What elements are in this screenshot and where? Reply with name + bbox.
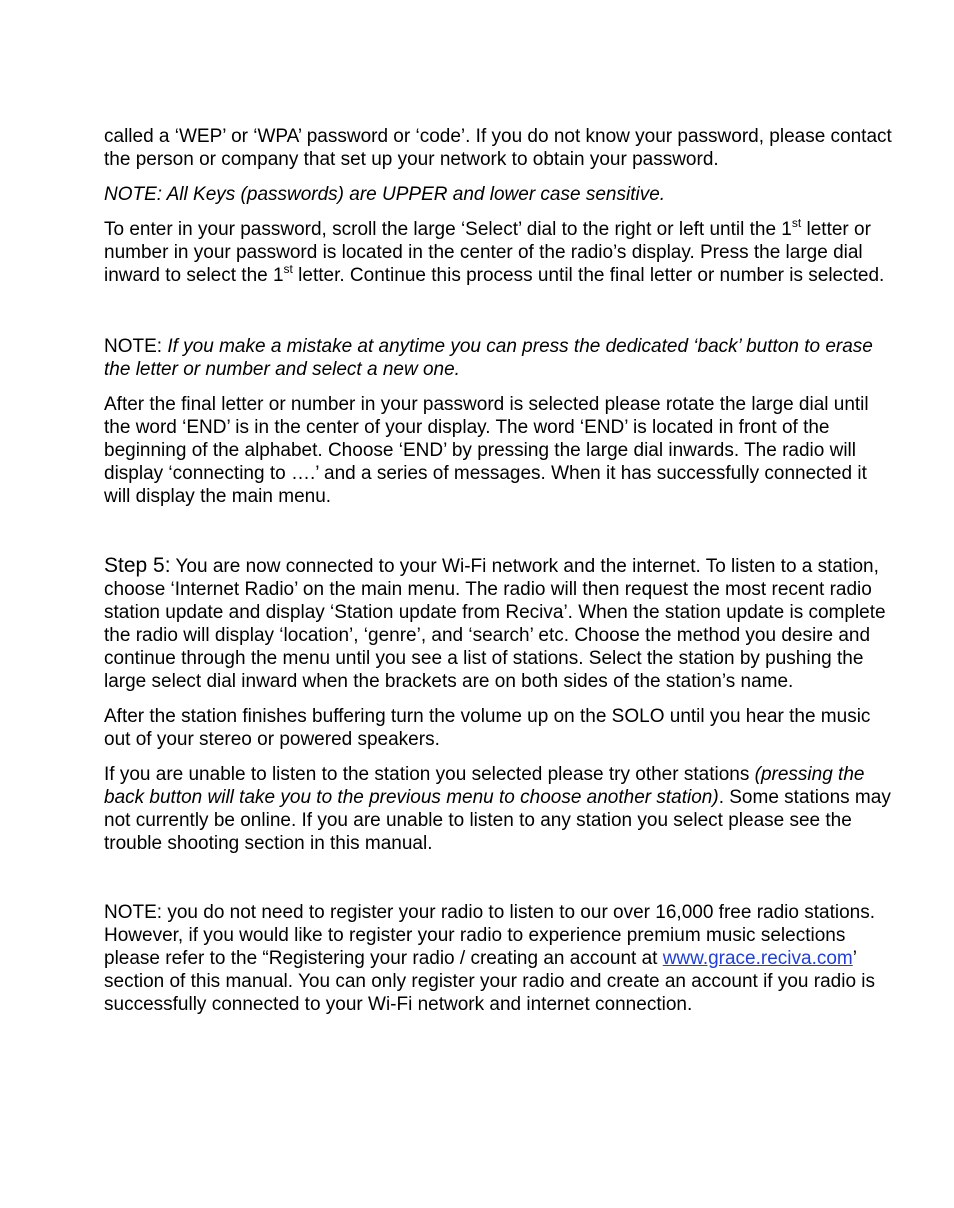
paragraph-final-letter: After the final letter or number in your password is selected please rotate the large dial until the word ‘END’ is in the center of your display. The word ‘END’ is located in front of the beginning of the alphabet. Choose ‘END’ by pressing the large dial inwards. The radio will display ‘connecting to ….’ and a series of messages. When it has successfully connected it will display the main menu.: [104, 394, 869, 507]
register-text-c: ’ section of this manual. You can only register your radio and create an account if you radio is successfully connected to your Wi-Fi network and internet connection.: [104, 948, 876, 1015]
paragraph-step-5: [104, 554, 894, 693]
note-register: [104, 901, 894, 1016]
reciva-website-link[interactable]: www.grace.reciva.com: [662, 948, 853, 969]
step-5-heading: Step 5:: [104, 554, 171, 577]
paragraph-buffering: After the station finishes buffering turn the volume up on the SOLO until you hear the music out of your stereo or powered speakers.: [104, 706, 871, 750]
register-text-a: NOTE: you: [104, 902, 204, 923]
step-5-text: You are now connected to your Wi-Fi network and the internet. To listen to a station, choose ‘Internet Radio’ on the main menu. The radio will then request the most recent radio station update and display ‘Station update from Reciva’. When the station update is complete the radio will display ‘location’, ‘genre’, and ‘search’ etc. Choose the method you desire and continue through the menu until you see a list of stations. Select the station by pushing the large select dial inward when the brackets are on both sides of the station’s name.: [104, 556, 886, 692]
note-mistake: [104, 335, 894, 381]
unable-text-b: . Some stations may not currently be online. If you are unable to listen to any station you select please see the trouble shooting section in this manual.: [104, 787, 891, 854]
enter-password-text-c: letter. Continue this process until the final letter or number is selected.: [292, 265, 885, 286]
register-text-b: need to register your radio to listen to our over 16,000 free radio stations. However, if you would like to register your radio to experience premium music selections please refer to the “Registering your radio / creating an account at: [104, 902, 875, 969]
unable-text-italic: (pressing the back button will take you to the previous menu to choose another station): [104, 764, 865, 808]
ordinal-suffix: st: [283, 262, 293, 276]
enter-password-text-b: letter or number in your password is located in the center of the radio’s display. Press the large dial inward to select the 1: [104, 219, 871, 286]
paragraph-unable-to-listen: [104, 763, 894, 855]
note-mistake-text: If you make a mistake at anytime you can press the dedicated ‘back’ button to erase the letter or number and select a new one.: [104, 336, 873, 380]
note-case-sensitive: NOTE: All Keys (passwords) are UPPER and lower case sensitive.: [104, 184, 666, 205]
note-label: NOTE:: [104, 336, 168, 357]
unable-text-a: If you are unable to listen to the station you selected please try other stations: [104, 764, 755, 785]
paragraph-enter-password: [104, 218, 894, 287]
enter-password-text-a: To enter in your password, scroll the large ‘Select’ dial to the right or left until the 1: [104, 219, 792, 240]
manual-page: [104, 125, 894, 1016]
register-emphasis: do not: [203, 902, 257, 923]
paragraph-password-info: called a ‘WEP’ or ‘WPA’ password or ‘code’. If you do not know your password, please contact the person or company that set up your network to obtain your password.: [104, 126, 892, 170]
ordinal-suffix: st: [791, 216, 802, 230]
